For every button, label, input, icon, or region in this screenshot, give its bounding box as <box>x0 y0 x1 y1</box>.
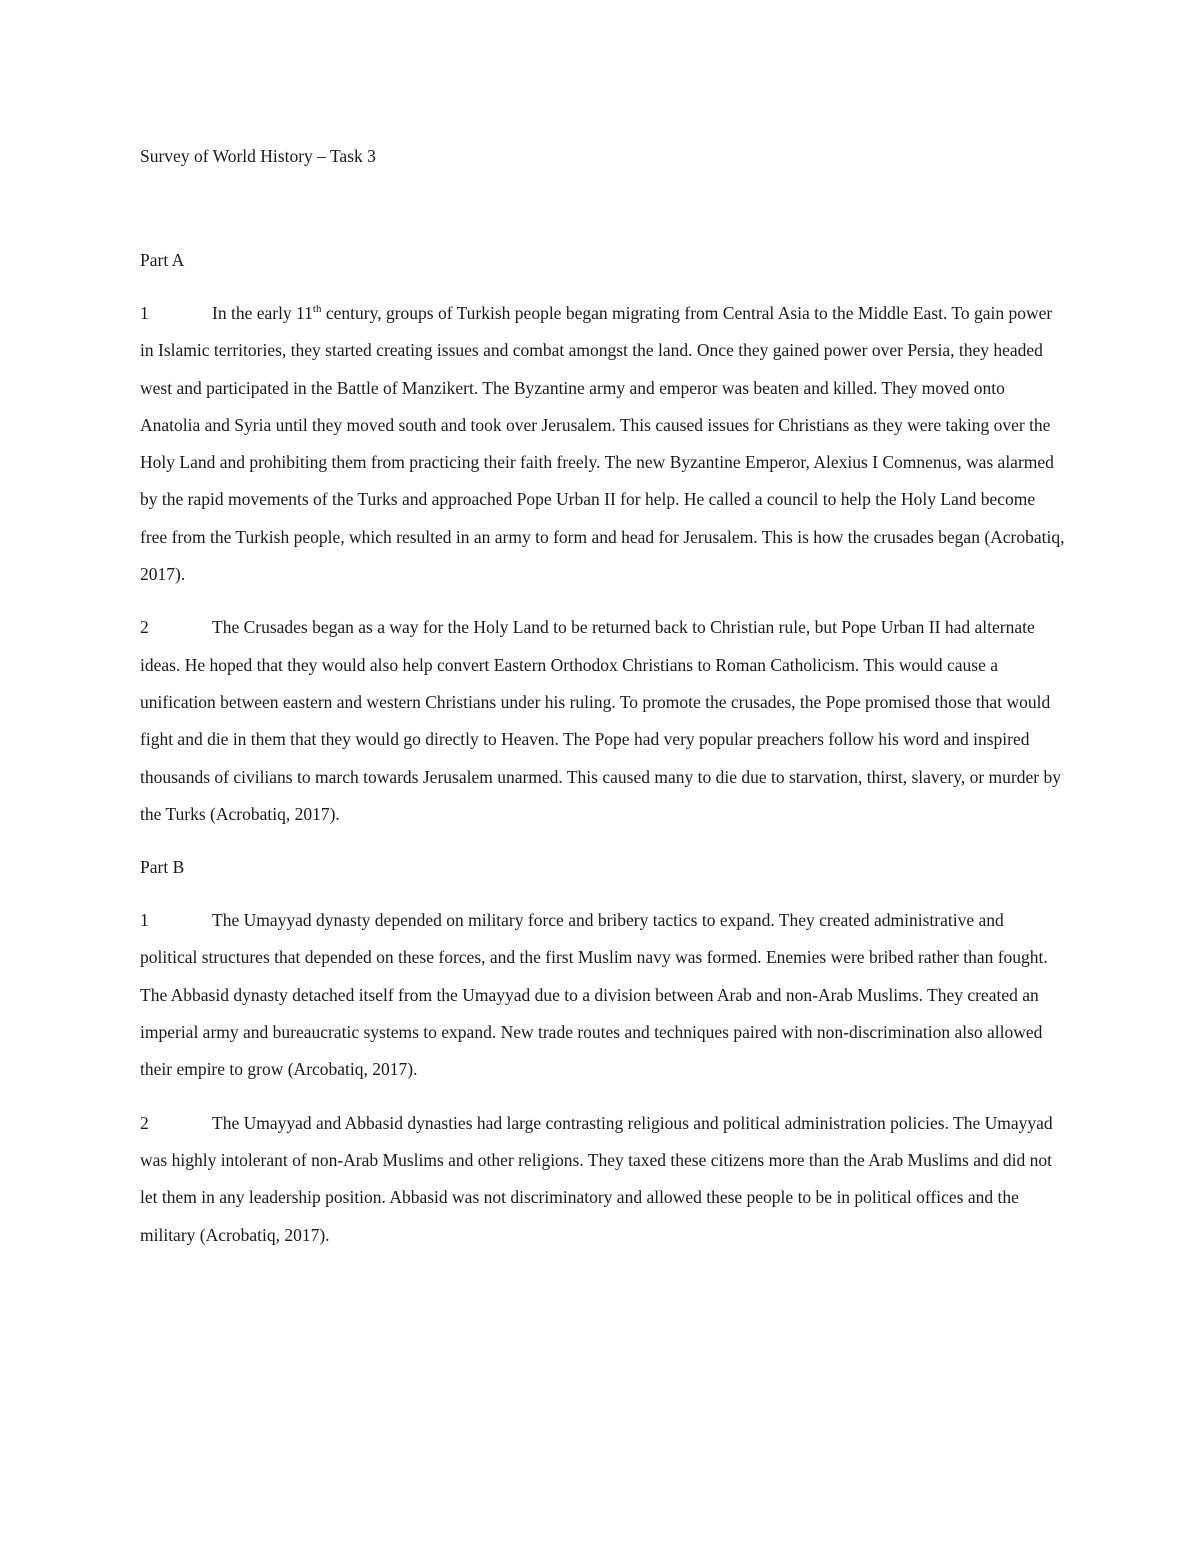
part-a-paragraph-1 <box>140 295 1065 593</box>
paragraph-number: 2 <box>140 617 149 638</box>
part-a-heading: Part A <box>140 250 185 270</box>
document-title: Survey of World History – Task 3 <box>140 146 376 166</box>
paragraph-text-start: In the early 11 <box>212 303 313 323</box>
part-b-paragraph-1 <box>140 902 1065 1088</box>
part-b-paragraph-2 <box>140 1105 1065 1254</box>
document-page <box>140 138 1065 1254</box>
part-b-heading: Part B <box>140 857 185 878</box>
paragraph-text-rest: century, groups of Turkish people began migrating from Central Asia to the Middle East. To gain power in Islamic territories, they started creating issues and combat amongst the land. Once they gained power over Persia, they headed west and participated in the Battle of Manzikert. The Byzantine army and emperor was beaten and killed. They moved onto Anatolia and Syria until they moved south and took over Jerusalem. This caused issues for Christians as they were taking over the Holy Land and prohibiting them from practicing their faith freely. The new Byzantine Emperor, Alexius I Comnenus, was alarmed by the rapid movements of the Turks and approached Pope Urban II for help. He called a council to help the Holy Land become free from the Turkish people, which resulted in an army to form and head for Jerusalem. This is how the crusades began (Acrobatiq, 2017). <box>140 303 1065 585</box>
part-a-paragraph-2 <box>140 609 1065 833</box>
paragraph-number: 1 <box>140 910 149 931</box>
paragraph-text: The Umayyad dynasty depended on military force and bribery tactics to expand. They created administrative and political structures that depended on these forces, and the first Muslim navy was formed. Enemies were bribed rather than fought. The Abbasid dynasty detached itself from the Umayyad due to a division between Arab and non-Arab Muslims. They created an imperial army and bureaucratic systems to expand. New trade routes and techniques paired with non-discrimination also allowed their empire to grow (Arcobatiq, 2017). <box>140 910 1048 1080</box>
paragraph-text: The Crusades began as a way for the Holy Land to be returned back to Christian rule, but Pope Urban II had alternate ideas. He hoped that they would also help convert Eastern Orthodox Christians to Roman Catholicism. This would cause a unification between eastern and western Christians under his ruling. To promote the crusades, the Pope promised those that would fight and die in them that they would go directly to Heaven. The Pope had very popular preachers follow his word and inspired thousands of civilians to march towards Jerusalem unarmed. This caused many to die due to starvation, thirst, slavery, or murder by the Turks (Acrobatiq, 2017). <box>140 617 1061 824</box>
paragraph-number: 2 <box>140 1112 149 1133</box>
paragraph-text: The Umayyad and Abbasid dynasties had large contrasting religious and political administration policies. The Umayyad was highly intolerant of non-Arab Muslims and other religions. They taxed these citizens more than the Arab Muslims and did not let them in any leadership position. Abbasid was not discriminatory and allowed these people to be in political offices and the military (Acrobatiq, 2017). <box>140 1112 1053 1245</box>
ordinal-superscript: th <box>312 303 322 315</box>
paragraph-number: 1 <box>140 303 149 323</box>
